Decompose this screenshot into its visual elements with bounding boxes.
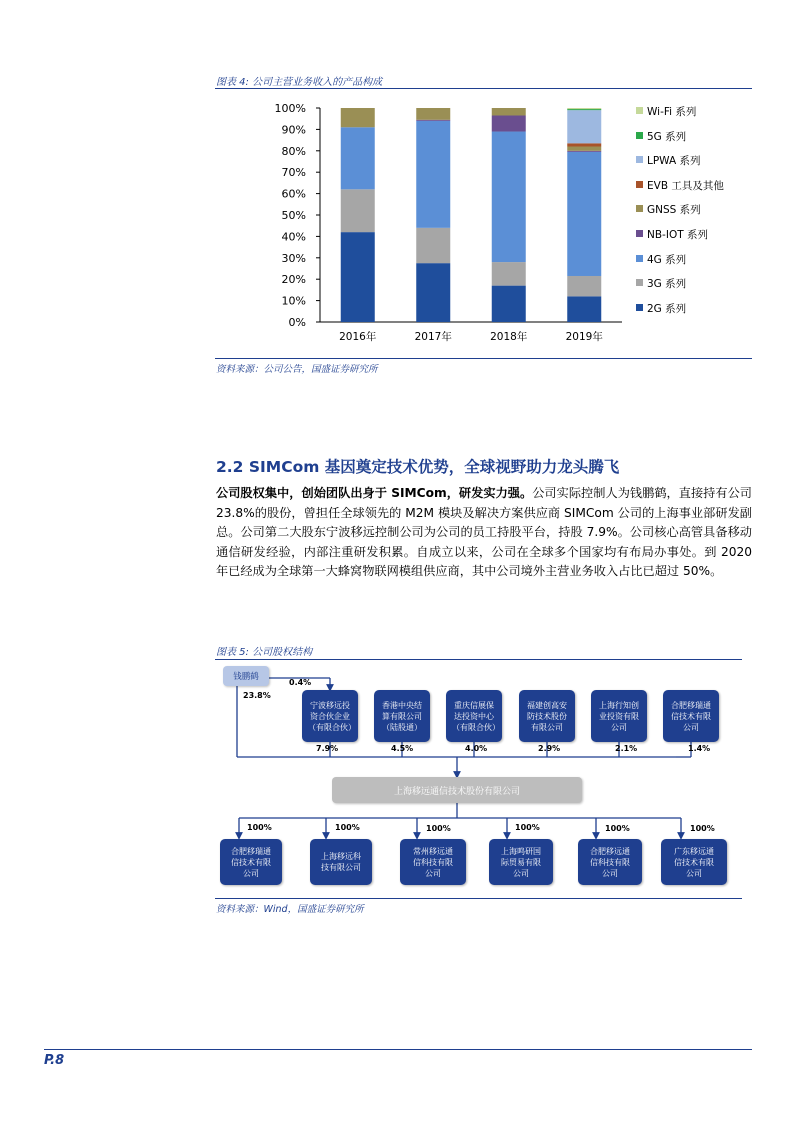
x-tick-label: 2017年 xyxy=(414,331,452,343)
shareholder-pct: 2.9% xyxy=(538,744,561,753)
shareholder-box: 重庆信展保达投资中心（有限合伙） xyxy=(446,690,502,742)
subsidiary-pct: 100% xyxy=(426,824,451,833)
x-tick-label: 2019年 xyxy=(565,331,603,343)
controller-box: 钱鹏鹤 xyxy=(223,666,269,686)
subsidiary-box: 上海移远科技有限公司 xyxy=(310,839,372,885)
y-tick-label: 20% xyxy=(281,273,306,287)
bar-segment xyxy=(567,143,601,146)
legend-item xyxy=(636,277,686,291)
y-tick-label: 10% xyxy=(281,294,306,308)
legend-item xyxy=(636,228,708,242)
y-tick-label: 50% xyxy=(281,209,306,222)
legend-label: 3G 系列 xyxy=(647,278,687,291)
legend-swatch xyxy=(636,304,643,311)
legend-item xyxy=(636,130,686,144)
subsidiary-box: 合肥移瑞通信技术有限公司 xyxy=(220,839,282,885)
legend-swatch xyxy=(636,156,643,163)
bar-segment xyxy=(341,127,375,189)
bar-segment xyxy=(492,262,526,286)
figure4-top-rule xyxy=(215,88,752,89)
subsidiary-box: 广东移远通信技术有限公司 xyxy=(661,839,727,885)
figure4-bottom-rule xyxy=(215,358,752,359)
figure5-caption: 图表 5: 公司股权结构 xyxy=(216,647,313,658)
legend-label: 5G 系列 xyxy=(647,130,687,143)
section-lead: 公司股权集中，创始团队出身于 SIMCom，研发实力强。 xyxy=(216,486,533,500)
subsidiary-pct: 100% xyxy=(690,824,715,833)
legend-item xyxy=(636,253,686,267)
section-body xyxy=(216,484,752,582)
legend-item xyxy=(636,302,686,316)
bar-segment xyxy=(567,276,601,296)
bar-segment xyxy=(492,286,526,322)
bar-segment xyxy=(416,121,450,228)
bar-segment xyxy=(567,151,601,152)
shareholder-box: 香港中央结算有限公司（陆股通） xyxy=(374,690,430,742)
figure4-caption: 图表 4: 公司主营业务收入的产品构成 xyxy=(216,77,383,88)
legend-item xyxy=(636,203,701,217)
legend-swatch xyxy=(636,205,643,212)
bar-segment xyxy=(567,108,601,109)
y-tick-label: 80% xyxy=(281,144,306,158)
bar-segment xyxy=(341,108,375,127)
shareholder-pct: 1.4% xyxy=(688,744,711,753)
bar-segment xyxy=(492,115,526,131)
legend-label: 2G 系列 xyxy=(647,302,687,315)
section-body-text: 公司实际控制人为钱鹏鹤，直接持有公司 23.8%的股份，曾担任全球领先的 M2M 模块及解决方案供应商 SIMCom 公司的上海事业部研发副总。公司第二大股东宁波移远控制公司为公司的员工持股平台，持股 7.9%。公司核心高管具备移动通信研发经验，内部注重研发积累。自成立以来，公司在全球多个国家均有布局办事处。到 2020 年已经成为全球第一大蜂窝物联网模组供应商，其中公司境外主营业务收入占比已超过 50%。 xyxy=(216,486,752,579)
subsidiary-pct: 100% xyxy=(247,823,272,832)
bar-segment xyxy=(567,110,601,143)
bar-segment xyxy=(567,152,601,276)
subsidiary-box: 常州移远通信科技有限公司 xyxy=(400,839,466,885)
legend-item xyxy=(636,105,696,119)
x-tick-label: 2016年 xyxy=(339,331,377,343)
legend-swatch xyxy=(636,132,643,139)
bar-segment xyxy=(567,296,601,322)
legend-label: EVB 工具及其他 xyxy=(647,179,724,192)
bar-segment xyxy=(341,232,375,322)
bar-segment xyxy=(567,147,601,151)
subsidiary-box: 合肥移远通信科技有限公司 xyxy=(578,839,642,885)
y-tick-label: 70% xyxy=(281,166,306,180)
section-title: 2.2 SIMCom 基因奠定技术优势，全球视野助力龙头腾飞 xyxy=(216,458,620,476)
bar-segment xyxy=(341,189,375,232)
figure5-source: 资料来源：Wind，国盛证券研究所 xyxy=(216,904,364,915)
shareholder-pct: 7.9% xyxy=(316,744,339,753)
bar-segment xyxy=(492,108,526,115)
y-tick-label: 90% xyxy=(281,123,306,137)
legend-swatch xyxy=(636,181,643,188)
company-box: 上海移远通信技术股份有限公司 xyxy=(332,777,582,803)
shareholder-box: 上海行知创业投资有限公司 xyxy=(591,690,647,742)
subsidiary-box: 上海鸣研国际贸易有限公司 xyxy=(489,839,553,885)
figure5-bottom-rule xyxy=(215,898,742,899)
controller-direct-pct: 23.8% xyxy=(243,691,271,700)
ownership-diagram xyxy=(215,660,742,896)
controller-indirect-pct: 0.4% xyxy=(289,678,312,687)
legend-swatch xyxy=(636,279,643,286)
figure4-source: 资料来源：公司公告，国盛证券研究所 xyxy=(216,364,378,375)
legend-swatch xyxy=(636,230,643,237)
legend-swatch xyxy=(636,255,643,262)
subsidiary-pct: 100% xyxy=(515,823,540,832)
x-tick-label: 2018年 xyxy=(490,331,528,343)
legend-swatch xyxy=(636,107,643,114)
bar-segment xyxy=(416,263,450,322)
legend-label: LPWA 系列 xyxy=(647,155,701,168)
bar-segment xyxy=(416,108,450,120)
shareholder-box: 宁波移远投资合伙企业（有限合伙） xyxy=(302,690,358,742)
footer-rule xyxy=(44,1049,752,1050)
shareholder-pct: 4.5% xyxy=(391,744,414,753)
bar-segment xyxy=(567,109,601,110)
y-tick-label: 0% xyxy=(288,316,306,329)
y-tick-label: 60% xyxy=(281,187,306,201)
legend-label: GNSS 系列 xyxy=(647,204,701,217)
shareholder-pct: 2.1% xyxy=(615,744,638,753)
y-tick-label: 100% xyxy=(274,102,306,115)
y-tick-label: 40% xyxy=(281,230,306,244)
page-number: P.8 xyxy=(44,1053,65,1068)
bar-segment xyxy=(416,120,450,121)
subsidiary-pct: 100% xyxy=(605,824,630,833)
shareholder-box: 福建创高安防技术股份有限公司 xyxy=(519,690,575,742)
legend-label: NB-IOT 系列 xyxy=(647,229,708,241)
legend-label: Wi-Fi 系列 xyxy=(647,106,697,118)
shareholder-box: 合肥移瑞通信技术有限公司 xyxy=(663,690,719,742)
legend-label: 4G 系列 xyxy=(647,253,687,266)
y-tick-label: 30% xyxy=(281,251,306,265)
subsidiary-pct: 100% xyxy=(335,823,360,832)
legend-item xyxy=(636,154,701,168)
bar-segment xyxy=(492,132,526,263)
legend-item xyxy=(636,179,724,193)
shareholder-pct: 4.0% xyxy=(465,744,488,753)
bar-segment xyxy=(416,228,450,263)
